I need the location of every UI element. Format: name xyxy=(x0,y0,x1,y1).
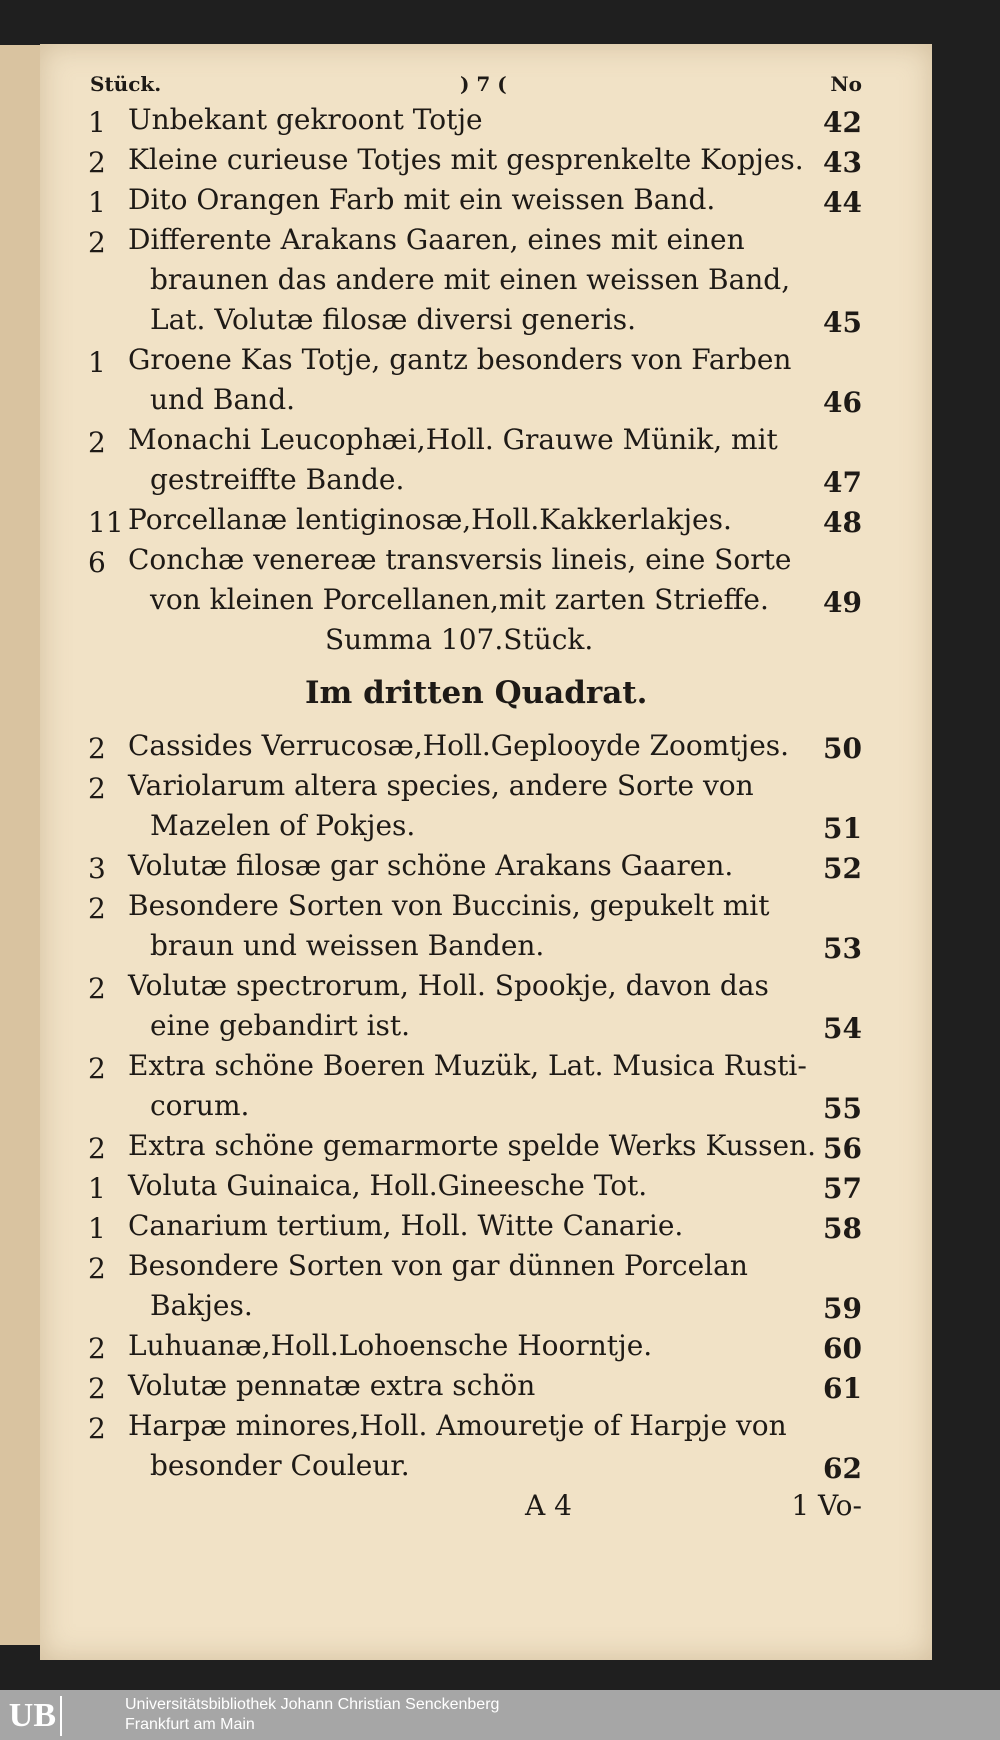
item-text: Extra schöne gemarmorte spelde Werks Kussen. xyxy=(128,1129,817,1162)
item-count: 2 xyxy=(88,772,106,805)
item-text: Harpæ minores,Holl. Amouretje of Harpje von xyxy=(128,1409,787,1442)
item-text: Conchæ venereæ transversis lineis, eine Sorte xyxy=(128,543,792,576)
item-number: 44 xyxy=(823,186,862,219)
item-text: braun und weissen Banden. xyxy=(150,929,545,962)
item-number: 62 xyxy=(823,1452,862,1485)
item-number: 57 xyxy=(823,1172,862,1205)
item-number: 49 xyxy=(823,586,862,619)
item-text: Lat. Volutæ filosæ diversi generis. xyxy=(150,303,636,336)
item-number: 52 xyxy=(823,852,862,885)
item-text: Groene Kas Totje, gantz besonders von Farben xyxy=(128,343,792,376)
item-text: gestreiffte Bande. xyxy=(150,463,405,496)
item-count: 2 xyxy=(88,972,106,1005)
item-count: 1 xyxy=(88,1172,106,1205)
item-text: und Band. xyxy=(150,383,296,416)
item-text: braunen das andere mit einen weissen Band, xyxy=(150,263,791,296)
item-count: 2 xyxy=(88,226,106,259)
document-page xyxy=(40,44,932,1660)
item-number: 47 xyxy=(823,466,862,499)
item-number: 59 xyxy=(823,1292,862,1325)
item-count: 2 xyxy=(88,426,106,459)
item-text: Mazelen of Pokjes. xyxy=(150,809,416,842)
item-count: 1 xyxy=(88,186,106,219)
item-text: Bakjes. xyxy=(150,1289,253,1322)
library-name: Universitätsbibliothek Johann Christian Senckenberg xyxy=(125,1696,500,1713)
item-text: Differente Arakans Gaaren, eines mit einen xyxy=(128,223,745,256)
item-number: 50 xyxy=(823,732,862,765)
item-text: Canarium tertium, Holl. Witte Canarie. xyxy=(128,1209,684,1242)
item-count: 2 xyxy=(88,1372,106,1405)
item-count: 2 xyxy=(88,146,106,179)
item-text: Porcellanæ lentiginosæ,Holl.Kakkerlakjes. xyxy=(128,503,732,536)
item-count: 1 xyxy=(88,106,106,139)
adjacent-page-edge xyxy=(0,45,42,1645)
item-count: 6 xyxy=(88,546,106,579)
item-text: Kleine curieuse Totjes mit gesprenkelte Kopjes. xyxy=(128,143,804,176)
ub-logo: UB xyxy=(2,1696,62,1736)
item-text: von kleinen Porcellanen,mit zarten Strieffe. xyxy=(150,583,769,616)
item-text: Dito Orangen Farb mit ein weissen Band. xyxy=(128,183,716,216)
item-text: Voluta Guinaica, Holl.Gineesche Tot. xyxy=(128,1169,648,1202)
item-text: Variolarum altera species, andere Sorte von xyxy=(128,769,754,802)
item-number: 43 xyxy=(823,146,862,179)
item-number: 46 xyxy=(823,386,862,419)
item-text: Besondere Sorten von gar dünnen Porcelan xyxy=(128,1249,748,1282)
item-number: 58 xyxy=(823,1212,862,1245)
page-number: ) 7 ( xyxy=(460,72,507,96)
item-text: Luhuanæ,Holl.Lohoensche Hoorntje. xyxy=(128,1329,653,1362)
item-count: 2 xyxy=(88,732,106,765)
item-text: Volutæ filosæ gar schöne Arakans Gaaren. xyxy=(128,849,734,882)
library-city: Frankfurt am Main xyxy=(125,1716,255,1733)
item-number: 54 xyxy=(823,1012,862,1045)
item-count: 2 xyxy=(88,892,106,925)
item-count: 2 xyxy=(88,1332,106,1365)
item-text: besonder Couleur. xyxy=(150,1449,410,1482)
item-number: 55 xyxy=(823,1092,862,1125)
item-count: 2 xyxy=(88,1252,106,1285)
item-number: 42 xyxy=(823,106,862,139)
item-number: 60 xyxy=(823,1332,862,1365)
item-count: 11 xyxy=(88,506,124,539)
item-text: Volutæ pennatæ extra schön xyxy=(128,1369,536,1402)
library-footer xyxy=(0,1690,1000,1740)
item-text: eine gebandirt ist. xyxy=(150,1009,411,1042)
item-count: 2 xyxy=(88,1132,106,1165)
item-text: corum. xyxy=(150,1089,250,1122)
signature-mark: A 4 xyxy=(525,1489,572,1522)
item-count: 2 xyxy=(88,1412,106,1445)
catchword: 1 Vo- xyxy=(791,1489,862,1522)
item-number: 45 xyxy=(823,306,862,339)
item-text: Extra schöne Boeren Muzük, Lat. Musica Rusti- xyxy=(128,1049,807,1082)
item-text: Cassides Verrucosæ,Holl.Geplooyde Zoomtjes. xyxy=(128,729,790,762)
item-count: 1 xyxy=(88,346,106,379)
item-text: Volutæ spectrorum, Holl. Spookje, davon das xyxy=(128,969,769,1002)
section-heading: Im dritten Quadrat. xyxy=(305,675,648,711)
item-number: 51 xyxy=(823,812,862,845)
item-text: Besondere Sorten von Buccinis, gepukelt mit xyxy=(128,889,770,922)
item-count: 1 xyxy=(88,1212,106,1245)
item-number: 48 xyxy=(823,506,862,539)
summa-line: Summa 107.Stück. xyxy=(325,623,594,656)
running-head-left: Stück. xyxy=(90,72,162,96)
item-text: Unbekant gekroont Totje xyxy=(128,103,483,136)
item-count: 2 xyxy=(88,1052,106,1085)
item-number: 56 xyxy=(823,1132,862,1165)
item-number: 53 xyxy=(823,932,862,965)
item-text: Monachi Leucophæi,Holl. Grauwe Münik, mit xyxy=(128,423,778,456)
item-count: 3 xyxy=(88,852,106,885)
running-head-right: No xyxy=(830,72,862,96)
item-number: 61 xyxy=(823,1372,862,1405)
